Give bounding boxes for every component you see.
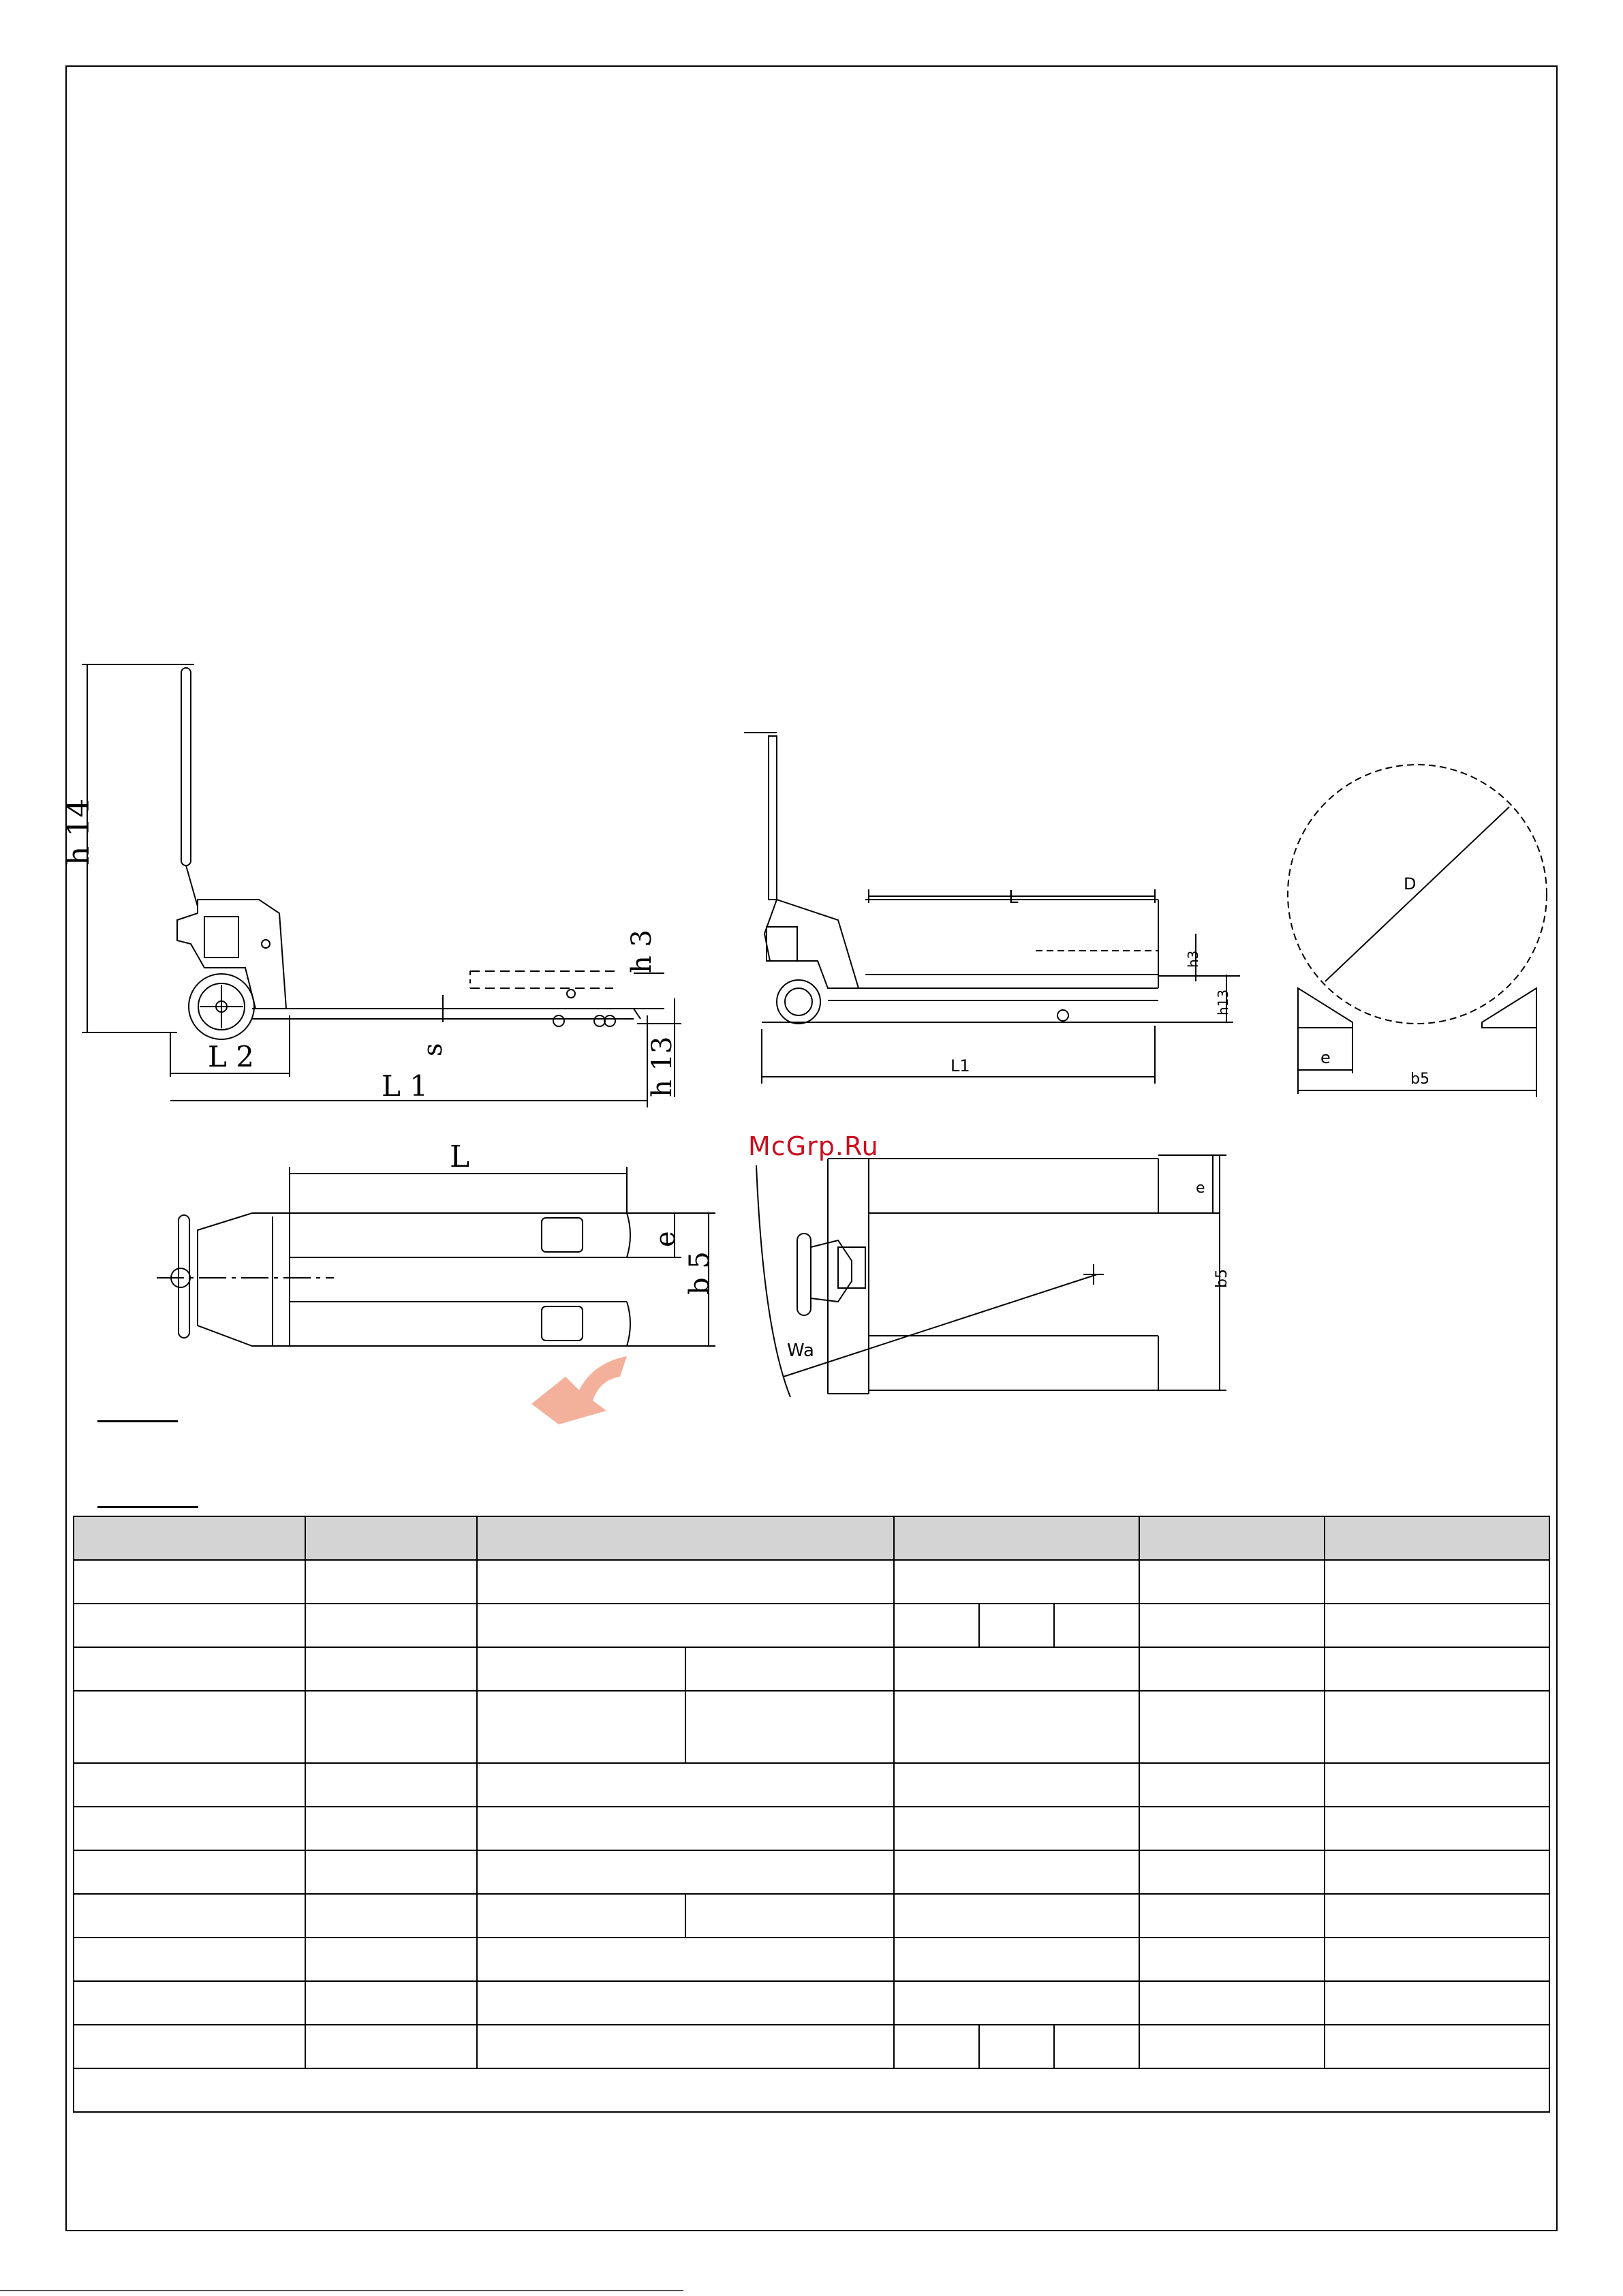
- dim-label-h14: h 14: [61, 798, 96, 866]
- header-cell: [1325, 1516, 1549, 1560]
- turning-view: [756, 1155, 1226, 1397]
- dim-label-s: s: [418, 1043, 448, 1056]
- dim-label-h3: h 3: [626, 930, 658, 973]
- spec-table: [73, 1516, 1550, 2113]
- dim-label-h13: h 13: [647, 1036, 678, 1097]
- table-row: [74, 1807, 1549, 1850]
- table-row: [74, 1850, 1549, 1894]
- table-footer-row: [74, 2068, 1549, 2112]
- section-underline-2: [97, 1506, 198, 1508]
- turn-arrow-icon: [531, 1356, 627, 1424]
- table-row: [74, 1604, 1549, 1647]
- header-cell: [477, 1516, 894, 1560]
- table-row: [74, 1560, 1549, 1604]
- turn-label-b5: b5: [1214, 1269, 1231, 1288]
- roll-side-view: [744, 733, 1240, 1084]
- side-view: [82, 664, 681, 1107]
- dim-label-L2: L 2: [208, 1040, 254, 1073]
- roll-label-h3: h3: [1185, 950, 1201, 968]
- table-row: [74, 1981, 1549, 2025]
- header-cell: [74, 1516, 305, 1560]
- table-row: [74, 1894, 1549, 1938]
- roll-label-L1: L1: [950, 1056, 970, 1075]
- top-label-b5: b 5: [684, 1251, 715, 1295]
- table-row: [74, 1647, 1549, 1691]
- table-row: [74, 2025, 1549, 2068]
- roll-label-L: L: [1008, 887, 1019, 908]
- turn-label-Wa: Wa: [787, 1341, 814, 1361]
- table-row: [74, 1938, 1549, 1981]
- table-row: [74, 1763, 1549, 1807]
- header-cell: [894, 1516, 1139, 1560]
- section-underline-1: [97, 1420, 178, 1422]
- top-label-e: e: [650, 1231, 681, 1247]
- dim-label-L1: L 1: [382, 1069, 428, 1103]
- table-row: [74, 1691, 1549, 1763]
- table-header-row: [74, 1516, 1549, 1560]
- turn-label-e: e: [1196, 1180, 1205, 1197]
- roll-end-label-e: e: [1320, 1048, 1331, 1067]
- roll-end-label-D: D: [1404, 874, 1417, 893]
- top-view: [157, 1167, 715, 1346]
- header-cell: [305, 1516, 477, 1560]
- roll-label-h13: h13: [1215, 989, 1231, 1015]
- header-cell: [1139, 1516, 1325, 1560]
- roll-end-view: [1288, 765, 1547, 1097]
- watermark-text: McGrp.Ru: [748, 1131, 879, 1161]
- roll-end-label-b5: b5: [1410, 1071, 1429, 1088]
- top-label-L: L: [450, 1139, 470, 1174]
- bottom-rule: [0, 2290, 683, 2291]
